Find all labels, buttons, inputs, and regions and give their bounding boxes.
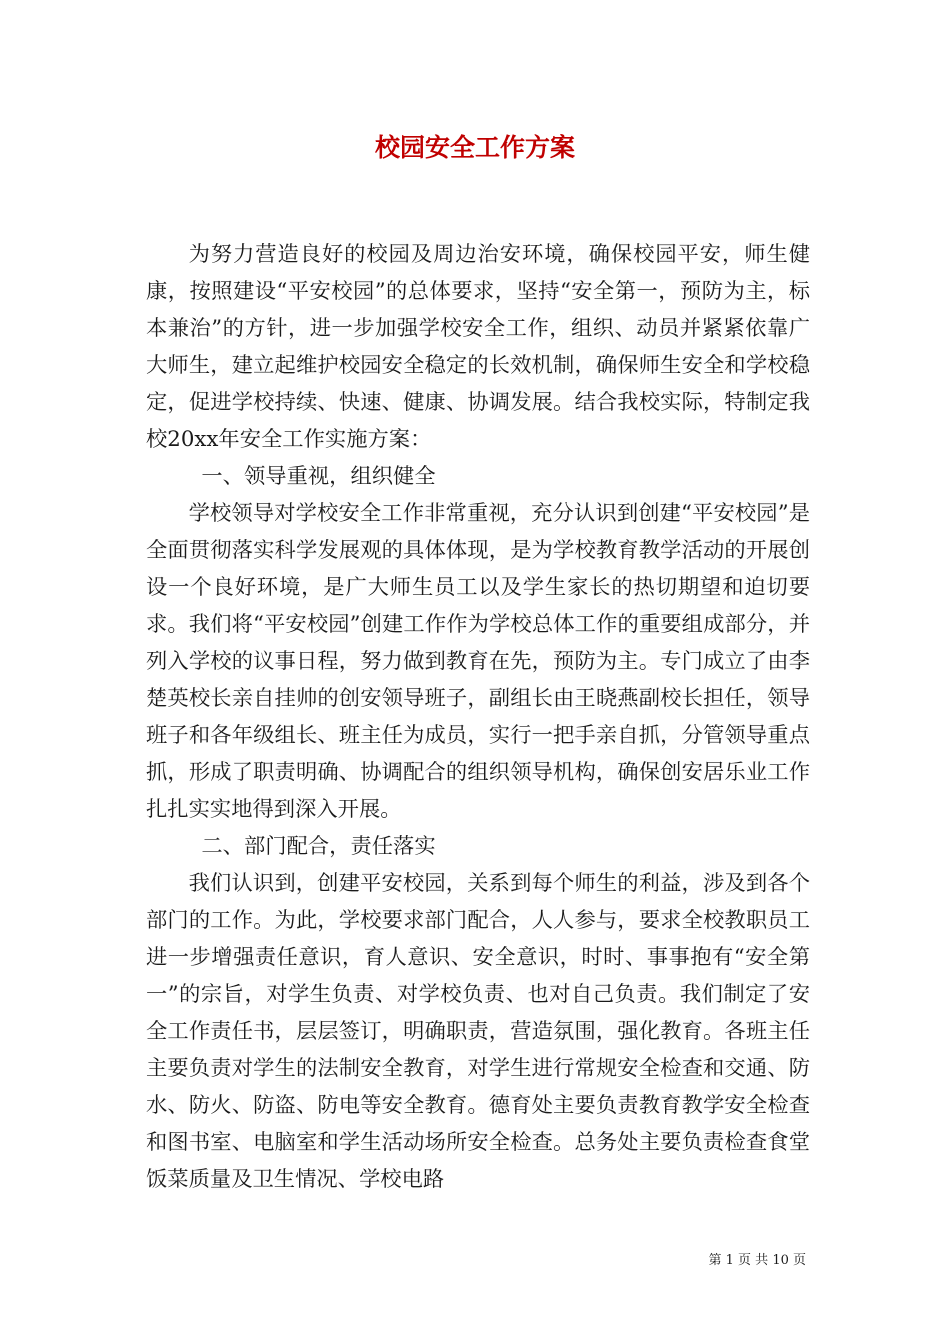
section-1-paragraph: 学校领导对学校安全工作非常重视，充分认识到创建“平安校园”是全面贯彻落实科学发展观的具体体现，是为学校教育教学活动的开展创设一个良好环境，是广大师生员工以及学生家长的热切期望和迫切要求。我们将“平安校园”创建工作作为学校总体工作的重要组成部分，并列入学校的议事日程，努力做到教育在先，预防为主。专门成立了由李楚英校长亲自挂帅的创安领导班子，副组长由王晓燕副校长担任，领导班子和各年级组长、班主任为成员，实行一把手亲自抓，分管领导重点抓，形成了职责明确、协调配合的组织领导机构，确保创安居乐业工作扎扎实实地得到深入开展。 bbox=[146, 501, 810, 822]
page-number-footer: 第 1 页 共 10 页 bbox=[708, 1253, 806, 1268]
section-heading-2: 二、部门配合，责任落实 bbox=[201, 834, 436, 859]
document-body bbox=[146, 236, 810, 1198]
section-2-paragraph: 我们认识到，创建平安校园，关系到每个师生的利益，涉及到各个部门的工作。为此，学校要求部门配合，人人参与，要求全校教职员工进一步增强责任意识，育人意识、安全意识，时时、事事抱有“安全第一”的宗旨，对学生负责、对学校负责、也对自己负责。我们制定了安全工作责任书，层层签订，明确职责，营造氛围，强化教育。各班主任主要负责对学生的法制安全教育，对学生进行常规安全检查和交通、防水、防火、防盗、防电等安全教育。德育处主要负责教育教学安全检查和图书室、电脑室和学生活动场所安全检查。总务处主要负责检查食堂饭菜质量及卫生情况、学校电路 bbox=[146, 871, 810, 1192]
section-heading-1: 一、领导重视，组织健全 bbox=[201, 464, 436, 489]
document-title: 校园安全工作方案 bbox=[374, 133, 575, 162]
intro-paragraph: 为努力营造良好的校园及周边治安环境，确保校园平安，师生健康，按照建设“平安校园”的总体要求，坚持“安全第一，预防为主，标本兼治”的方针，进一步加强学校安全工作，组织、动员并紧紧依靠广大师生，建立起维护校园安全稳定的长效机制，确保师生安全和学校稳定，促进学校持续、快速、健康、协调发展。结合我校实际，特制定我校20xx年安全工作实施方案： bbox=[146, 242, 810, 452]
